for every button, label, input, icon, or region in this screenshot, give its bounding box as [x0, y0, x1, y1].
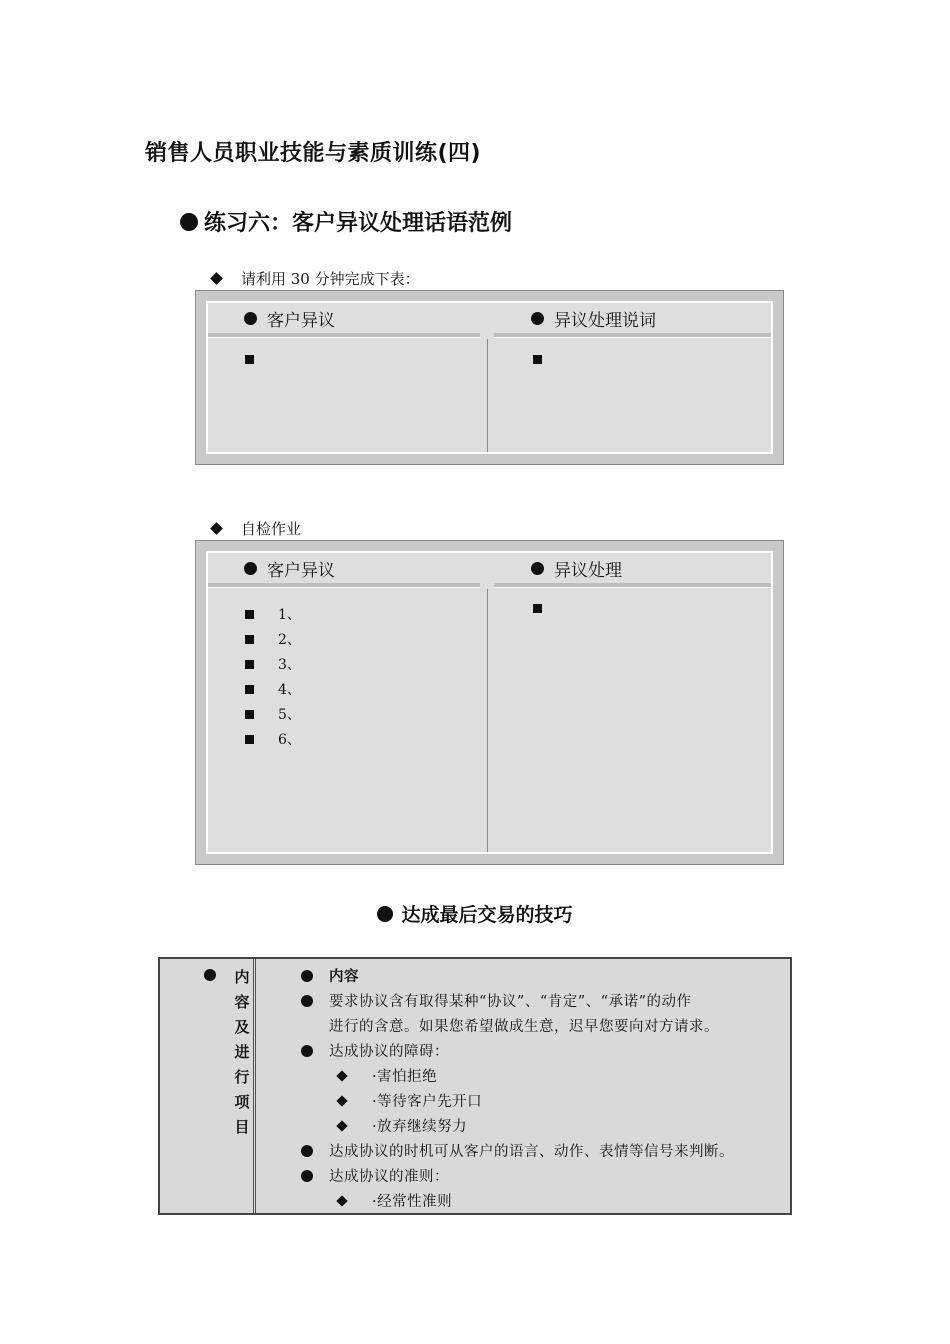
content-line: [256, 990, 691, 1011]
bullet-icon: [301, 995, 313, 1007]
vertical-label-char: 项: [234, 1093, 250, 1111]
self-check-label: [212, 518, 301, 539]
col-header-handling: [531, 553, 622, 583]
exercise-heading: [180, 206, 512, 237]
line-text: ·等待客户先开口: [372, 1094, 483, 1110]
content-line: [256, 1165, 449, 1186]
list-item: [245, 679, 301, 699]
header-rule: [208, 333, 480, 338]
bullet-icon: [377, 906, 393, 922]
square-bullet-icon: [245, 735, 254, 744]
vertical-label-char: 行: [234, 1068, 250, 1086]
content-line: [256, 1190, 452, 1211]
col-header-label: 异议处理: [554, 560, 622, 581]
exercise-heading-text: 练习六：客户异议处理话语范例: [204, 210, 513, 236]
bullet-icon: [301, 970, 313, 982]
diamond-icon: [210, 272, 223, 285]
list-item: [533, 604, 542, 613]
bullet-icon: [244, 312, 257, 325]
content-line: [256, 1090, 482, 1111]
bullet-icon: [301, 1170, 313, 1182]
content-line: [256, 965, 359, 986]
col-header-objection: [244, 553, 335, 583]
diamond-icon: [336, 1070, 347, 1081]
bullet-icon: [531, 312, 544, 325]
diamond-icon: [336, 1195, 347, 1206]
col-header-label: 客户异议: [267, 560, 335, 581]
item-number: 6、: [278, 732, 301, 748]
closing-techniques-table: [158, 957, 792, 1215]
col-header-response: [531, 303, 656, 333]
vertical-label-char: 及: [234, 1018, 250, 1036]
self-check-table: [195, 540, 784, 865]
bullet-icon: [204, 969, 216, 981]
vertical-label: [232, 965, 252, 1140]
list-item: [245, 629, 301, 649]
square-bullet-icon: [533, 355, 542, 364]
bullet-icon: [301, 1145, 313, 1157]
list-item: [245, 654, 301, 674]
vertical-label-char: 容: [234, 993, 250, 1011]
line-text: ·放弃继续努力: [372, 1119, 468, 1135]
item-number: 4、: [278, 682, 301, 698]
instruction: [212, 268, 420, 289]
line-text: 内容: [329, 968, 359, 985]
content-line: [256, 1115, 467, 1136]
square-bullet-icon: [245, 635, 254, 644]
square-bullet-icon: [245, 710, 254, 719]
bullet-icon: [301, 1045, 313, 1057]
line-text: ·害怕拒绝: [372, 1069, 438, 1085]
line-text: 进行的含意。如果您希望做成生意，迟早您要向对方请求。: [329, 1019, 719, 1035]
diamond-icon: [210, 522, 223, 535]
col-header-label: 异议处理说词: [554, 310, 656, 331]
line-text: ·经常性准则: [372, 1194, 453, 1210]
line-text: 达成协议的准则：: [329, 1169, 449, 1185]
column-divider: [487, 589, 488, 852]
item-number: 5、: [278, 707, 301, 723]
document-title: 销售人员职业技能与素质训练(四): [145, 141, 482, 166]
item-number: 3、: [278, 657, 301, 673]
list-item: [245, 729, 301, 749]
section-heading: [0, 900, 950, 927]
square-bullet-icon: [533, 604, 542, 613]
header-rule: [208, 583, 480, 588]
exercise-table: [195, 290, 784, 465]
square-bullet-icon: [245, 685, 254, 694]
square-bullet-icon: [245, 610, 254, 619]
table-left-column: [160, 959, 256, 1213]
diamond-icon: [336, 1120, 347, 1131]
instruction-text: 请利用 30 分钟完成下表：: [241, 270, 420, 288]
bullet-icon: [531, 562, 544, 575]
list-item: [245, 704, 301, 724]
list-item: [245, 355, 254, 364]
list-item: [245, 604, 301, 624]
content-line: [256, 1065, 437, 1086]
column-divider: [487, 339, 488, 452]
item-number: 2、: [278, 632, 301, 648]
section-heading-text: 达成最后交易的技巧: [401, 904, 573, 926]
vertical-label-char: 进: [234, 1043, 250, 1061]
col-header-objection: [244, 303, 335, 333]
list-item: [533, 355, 542, 364]
content-line: [256, 1040, 449, 1061]
bullet-icon: [244, 562, 257, 575]
item-number: 1、: [278, 607, 301, 623]
table-right-column: [256, 959, 790, 1213]
self-check-text: 自检作业: [241, 520, 302, 538]
line-text: 要求协议含有取得某种“协议”、“肯定”、“承诺”的动作: [329, 994, 692, 1010]
diamond-icon: [336, 1095, 347, 1106]
square-bullet-icon: [245, 355, 254, 364]
vertical-label-char: 内: [234, 968, 250, 986]
content-line: [256, 1015, 719, 1036]
line-text: 达成协议的时机可从客户的语言、动作、表情等信号来判断。: [329, 1144, 734, 1160]
line-text: 达成协议的障碍：: [329, 1044, 449, 1060]
vertical-label-char: 目: [234, 1118, 250, 1136]
content-line: [256, 1140, 734, 1161]
header-rule: [494, 583, 771, 588]
square-bullet-icon: [245, 660, 254, 669]
bullet-icon: [180, 213, 198, 231]
col-header-label: 客户异议: [267, 310, 335, 331]
header-rule: [494, 333, 771, 338]
